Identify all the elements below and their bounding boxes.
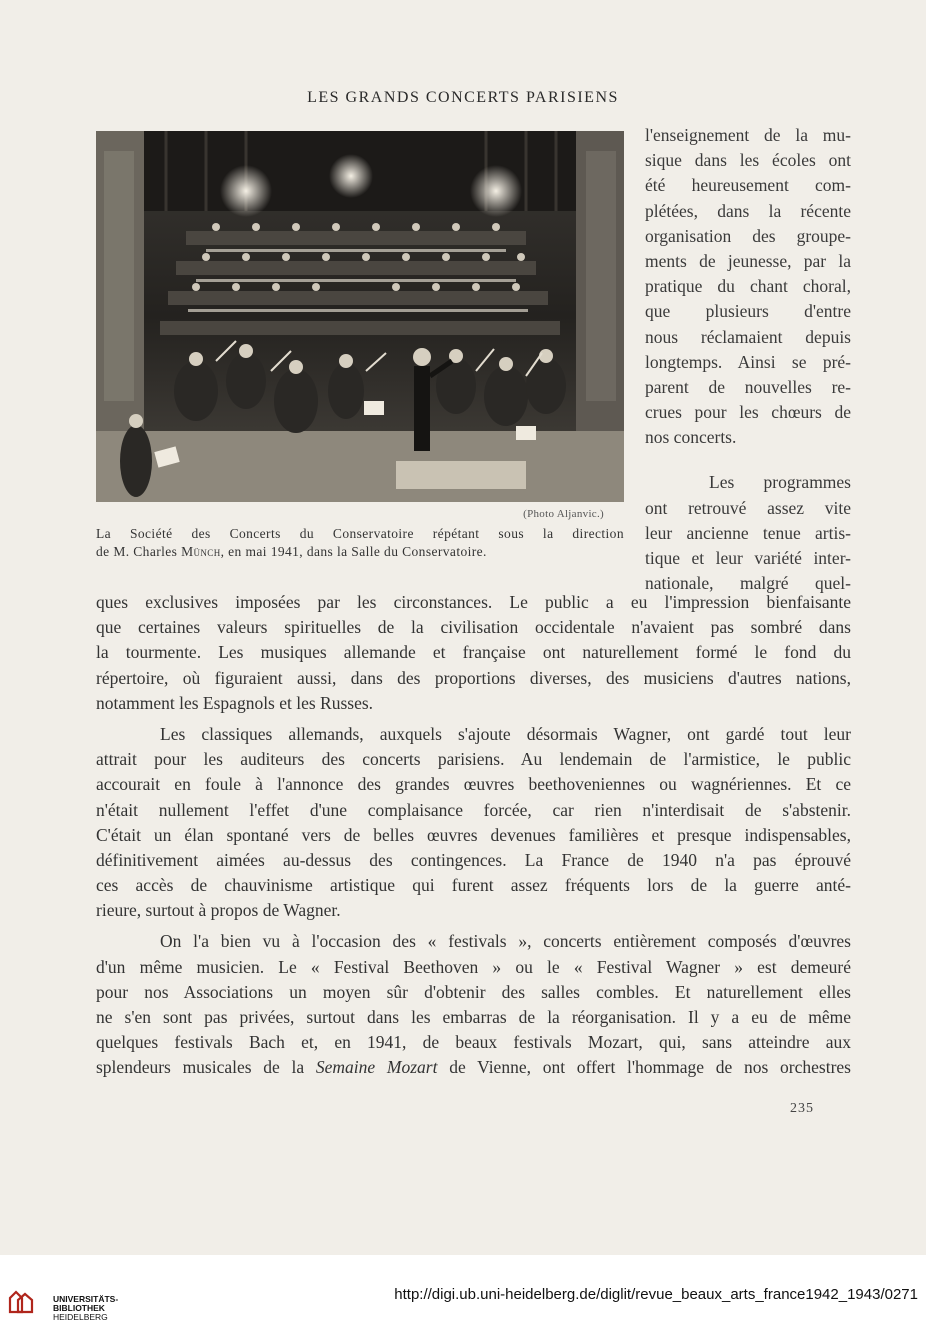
body-line: que certaines valeurs spirituelles de la civilisation occidentale n'avaient pas sombré dans xyxy=(96,617,851,638)
body-line: n'était nullement l'effet d'une complaisance forcée, car rien n'interdisait de s'abstenir. xyxy=(96,799,851,820)
column-line: tique et leur variété inter- xyxy=(645,548,851,568)
column-line: que plusieurs d'entre xyxy=(645,301,851,322)
column-line: parent de nouvelles re- xyxy=(645,376,851,397)
body-line: notamment les Espagnols et les Russes. xyxy=(96,692,374,713)
photo-credit: (Photo Aljanvic.) xyxy=(523,508,604,520)
body-line: la tourmente. Les musiques allemande et française ont naturellement formé le fond du xyxy=(96,642,851,663)
column-line: été heureusement com- xyxy=(645,175,851,196)
body-line: ques exclusives imposées par les circonstances. Le public a eu l'impression bienfaisante xyxy=(96,592,851,612)
orchestra-photo-illustration xyxy=(96,131,624,502)
library-logo-icon xyxy=(8,1290,36,1314)
column-line: pratique du chant choral, xyxy=(645,276,851,297)
main-body-text xyxy=(96,590,851,1081)
photo-caption xyxy=(96,525,624,561)
column-line: plétées, dans la récente xyxy=(645,200,851,221)
column-line: longtemps. Ainsi se pré- xyxy=(645,351,851,372)
body-line: On l'a bien vu à l'occasion des « festivals », concerts entièrement composés d'œuvres xyxy=(160,931,851,952)
body-line: ne s'en sont pas privées, surtout dans les embarras de la réorganisation. Il y a eu de même xyxy=(96,1007,851,1027)
body-line: d'un même musicien. Le « Festival Beethoven » ou le « Festival Wagner » est demeuré xyxy=(96,956,851,977)
body-line: attrait pour les auditeurs des concerts parisiens. Au lendemain de l'armistice, le public xyxy=(96,749,851,770)
library-line-2: BIBLIOTHEK xyxy=(53,1303,105,1313)
column-line: sique dans les écoles ont xyxy=(645,150,851,171)
body-line: quelques festivals Bach et, en 1941, de beaux festivals Mozart, qui, sans atteindre aux xyxy=(96,1032,851,1053)
body-line: répertoire, où figuraient aussi, dans des proportions diverses, des musiciens d'autres nations, xyxy=(96,667,851,688)
column-line: Les programmes xyxy=(709,472,851,493)
last-line-start: splendeurs musicales de la xyxy=(96,1057,316,1078)
column-line: nationale, malgré quel- xyxy=(645,573,851,594)
side-column-text xyxy=(645,123,851,596)
body-line: rieure, surtout à propos de Wagner. xyxy=(96,900,341,921)
column-line: crues pour les chœurs de xyxy=(645,402,851,423)
column-line: organisation des groupe- xyxy=(645,225,851,246)
library-line-1: UNIVERSITÄTS- xyxy=(53,1294,119,1304)
caption-line-2-end: , en mai 1941, dans la Salle du Conservatoire. xyxy=(220,544,487,559)
body-line: C'était un élan spontané vers de belles œuvres devenues familières et presque indispensables, xyxy=(96,824,851,845)
body-line: définitivement aimées au-dessus des contingences. La France de 1940 n'a pas éprouvé xyxy=(96,849,851,870)
semaine-mozart-title: Semaine Mozart xyxy=(315,1057,438,1078)
column-line: leur ancienne tenue artis- xyxy=(645,522,851,543)
running-head: LES GRANDS CONCERTS PARISIENS xyxy=(307,89,619,106)
column-line: ont retrouvé assez vite xyxy=(645,497,851,518)
library-name xyxy=(53,1295,118,1322)
body-line: Les classiques allemands, auxquels s'ajoute désormais Wagner, ont gardé tout leur xyxy=(160,723,851,744)
body-line: pour nos Associations un moyen sûr d'obtenir des salles combles. Et naturellement elles xyxy=(96,981,851,1002)
column-line: nos concerts. xyxy=(645,427,737,448)
caption-line-1: La Société des Concerts du Conservatoire répétant sous la direction xyxy=(96,526,624,541)
caption-line-2 xyxy=(96,543,624,561)
body-line: accourait en foule à l'annonce des grandes œuvres beethoveniennes ou wagnériennes. Et ce xyxy=(96,774,851,795)
column-line: l'enseignement de la mu- xyxy=(645,125,851,145)
body-line: ces accès de chauvinisme artistique qui furent assez fréquents lors de la guerre anté- xyxy=(96,875,851,896)
source-url-link[interactable]: http://digi.ub.uni-heidelberg.de/diglit/revue_beaux_arts_france1942_1943/0271 xyxy=(394,1286,918,1303)
orchestra-photograph xyxy=(96,131,624,502)
body-line-last xyxy=(96,1055,851,1080)
column-line: ments de jeunesse, par la xyxy=(645,250,851,271)
page-number: 235 xyxy=(790,1101,814,1116)
caption-line-2-start: de M. Charles xyxy=(96,544,182,559)
column-line: nous réclamaient depuis xyxy=(645,326,851,347)
last-line-end: de Vienne, ont offert l'hommage de nos orchestres xyxy=(437,1057,851,1078)
conductor-name: Münch xyxy=(181,544,221,559)
library-line-3: HEIDELBERG xyxy=(53,1312,108,1322)
